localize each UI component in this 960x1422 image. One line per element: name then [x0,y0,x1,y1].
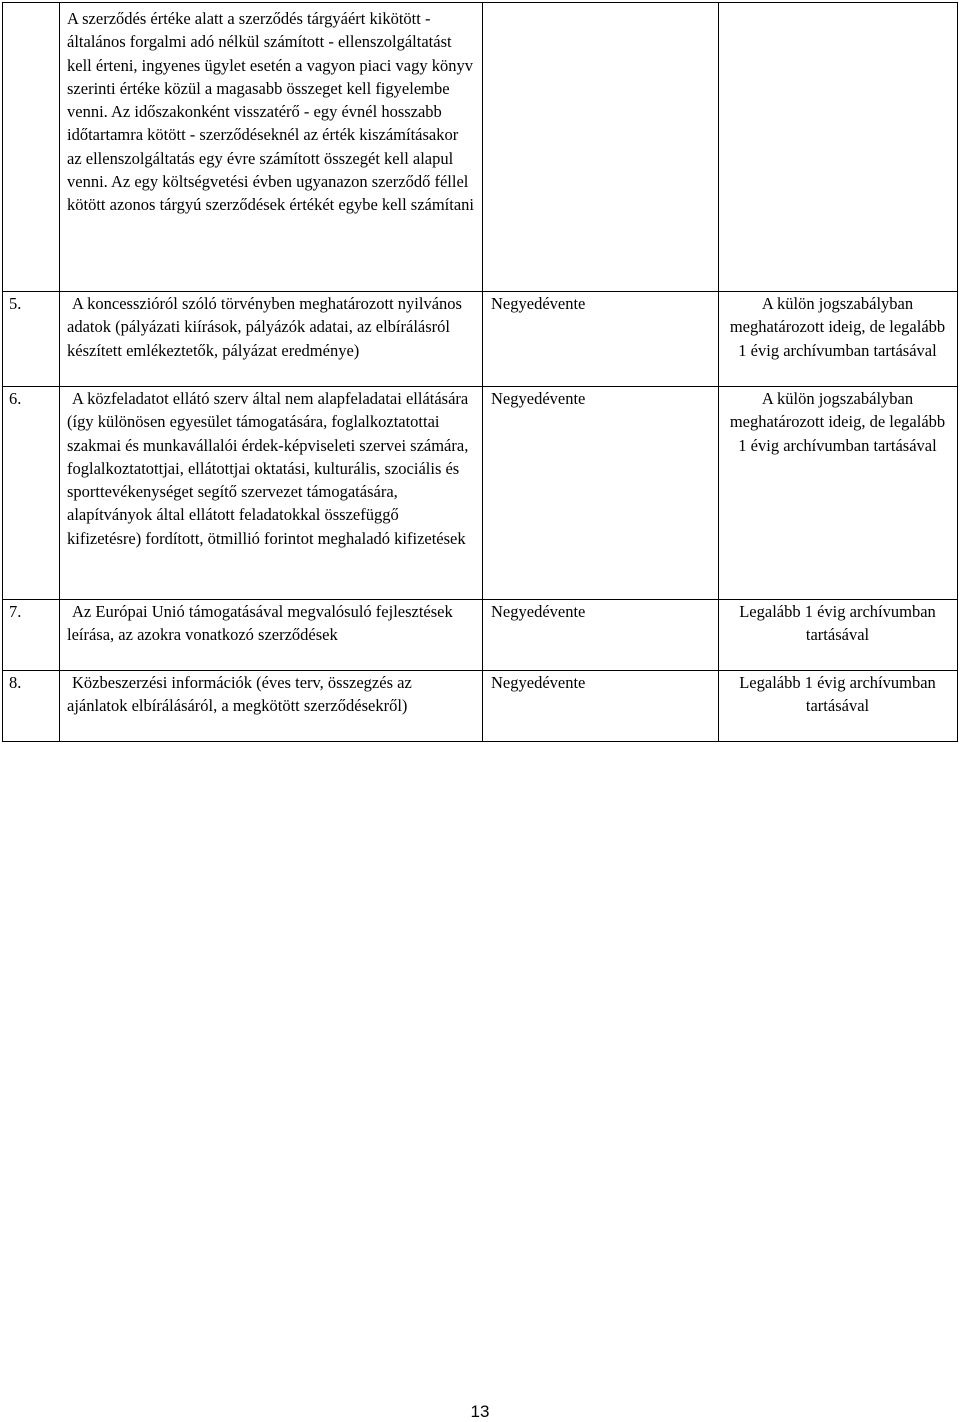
row-retention: Legalább 1 évig archívumban tartásával [719,671,958,742]
row-retention [719,3,958,292]
row-retention: A külön jogszabályban meghatározott ideig, de legalább 1 évig archívumban tartásával [719,387,958,600]
row-number: 5. [3,292,60,387]
row-number [3,3,60,292]
row-number: 8. [3,671,60,742]
table-row [3,600,958,671]
page-number: 13 [470,1402,490,1421]
row-frequency [483,3,719,292]
row-description: Az Európai Unió támogatásával megvalósuló fejlesztések leírása, az azokra vonatkozó szerződések [60,600,483,671]
row-frequency: Negyedévente [483,387,719,600]
row-number: 7. [3,600,60,671]
row-description: A közfeladatot ellátó szerv által nem alapfeladatai ellátására (így különösen egyesület támogatására, foglalkoztatottai szakmai és munkavállalói érdek-képviseleti szervei számára, foglalkoztatottjai, ellátottjai oktatási, kulturális, szociális és sporttevékenységet segítő szervezet támogatására, alapítványok által ellátott feladatokkal összefüggő kifizetésre) fordított, ötmillió forintot meghaladó kifizetések [60,387,483,600]
table-row [3,292,958,387]
row-frequency: Negyedévente [483,292,719,387]
table-row [3,3,958,292]
disclosure-table [2,2,958,742]
row-frequency: Negyedévente [483,600,719,671]
table-row [3,671,958,742]
row-description: A koncesszióról szóló törvényben meghatározott nyilvános adatok (pályázati kiírások, pályázók adatai, az elbírálásról készített emlékeztetők, pályázat eredménye) [60,292,483,387]
table-row [3,387,958,600]
row-retention: A külön jogszabályban meghatározott ideig, de legalább 1 évig archívumban tartásával [719,292,958,387]
row-frequency: Negyedévente [483,671,719,742]
row-retention: Legalább 1 évig archívumban tartásával [719,600,958,671]
row-description: Közbeszerzési információk (éves terv, összegzés az ajánlatok elbírálásáról, a megkötött szerződésekről) [60,671,483,742]
row-description: A szerződés értéke alatt a szerződés tárgyáért kikötött - általános forgalmi adó nélkül számított - ellenszolgáltatást kell érteni, ingyenes ügylet esetén a vagyon piaci vagy könyv szerinti értéke közül a magasabb összeget kell figyelembe venni. Az időszakonként visszatérő - egy évnél hosszabb időtartamra kötött - szerződéseknél az érték kiszámításakor az ellenszolgáltatás egy évre számított összegét kell alapul venni. Az egy költségvetési évben ugyanazon szerződő féllel kötött azonos tárgyú szerződések értékét egybe kell számítani [60,3,483,292]
row-number: 6. [3,387,60,600]
